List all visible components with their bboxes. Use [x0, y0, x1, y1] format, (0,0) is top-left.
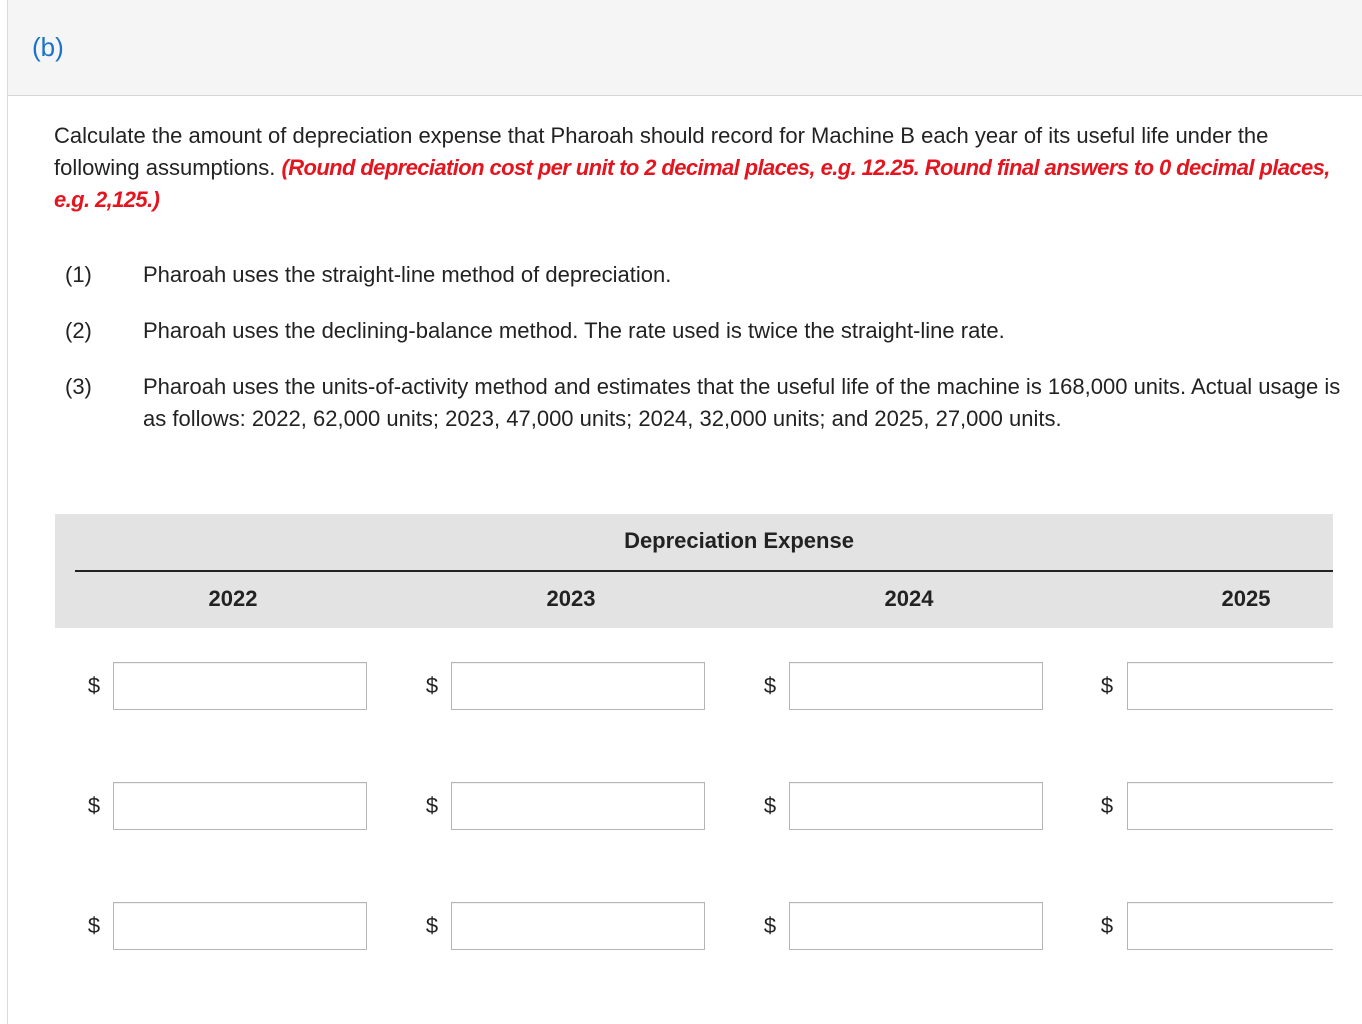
amount-input-r3-2023[interactable]	[451, 902, 705, 950]
amount-input-r3-2022[interactable]	[113, 902, 367, 950]
assumption-number: (2)	[65, 318, 92, 343]
instructions	[54, 120, 1334, 216]
header-divider	[75, 570, 1333, 572]
assumption-text: Pharoah uses the straight-line method of depreciation.	[143, 262, 672, 287]
column-header-2025: 2025	[1221, 586, 1271, 611]
currency-symbol: $	[1100, 673, 1114, 698]
currency-symbol: $	[763, 673, 777, 698]
amount-input-r1-2025[interactable]	[1127, 662, 1333, 710]
column-header-2023: 2023	[546, 586, 596, 611]
amount-input-r1-2023[interactable]	[451, 662, 705, 710]
currency-symbol: $	[1100, 793, 1114, 818]
rounding-note: (Round depreciation cost per unit to 2 decimal places, e.g. 12.25. Round final answers to 0 decimal places, e.g. 2,125.)	[54, 155, 1330, 212]
table-title: Depreciation Expense	[624, 528, 854, 553]
assumption-text: Pharoah uses the declining-balance method. The rate used is twice the straight-line rate.	[143, 318, 1005, 343]
column-header-2022: 2022	[208, 586, 258, 611]
assumption-text: Pharoah uses the units-of-activity method and estimates that the useful life of the machine is 168,000 units. Actual usage is as follows: 2022, 62,000 units; 2023, 47,000 units; 2024, 32,000 units; and 2025, 27,000 units.	[143, 374, 1341, 431]
currency-symbol: $	[763, 793, 777, 818]
instructions-text: Calculate the amount of depreciation expense that Pharoah should record for Machine B each year of its useful life under the following assumptions.	[54, 123, 1269, 180]
amount-input-r1-2024[interactable]	[789, 662, 1043, 710]
amount-input-r3-2025[interactable]	[1127, 902, 1333, 950]
currency-symbol: $	[1100, 913, 1114, 938]
currency-symbol: $	[87, 793, 101, 818]
currency-symbol: $	[87, 673, 101, 698]
currency-symbol: $	[425, 673, 439, 698]
amount-input-r2-2023[interactable]	[451, 782, 705, 830]
amount-input-r2-2024[interactable]	[789, 782, 1043, 830]
question-panel	[7, 0, 1362, 1024]
currency-symbol: $	[425, 793, 439, 818]
depreciation-table-header	[55, 514, 1333, 628]
amount-input-r2-2025[interactable]	[1127, 782, 1333, 830]
assumption-number: (1)	[65, 262, 92, 287]
column-header-2024: 2024	[884, 586, 934, 611]
amount-input-r3-2024[interactable]	[789, 902, 1043, 950]
currency-symbol: $	[763, 913, 777, 938]
amount-input-r2-2022[interactable]	[113, 782, 367, 830]
currency-symbol: $	[87, 913, 101, 938]
amount-input-r1-2022[interactable]	[113, 662, 367, 710]
assumption-number: (3)	[65, 374, 92, 399]
part-label: (b)	[32, 32, 64, 62]
part-header	[8, 0, 1362, 96]
currency-symbol: $	[425, 913, 439, 938]
